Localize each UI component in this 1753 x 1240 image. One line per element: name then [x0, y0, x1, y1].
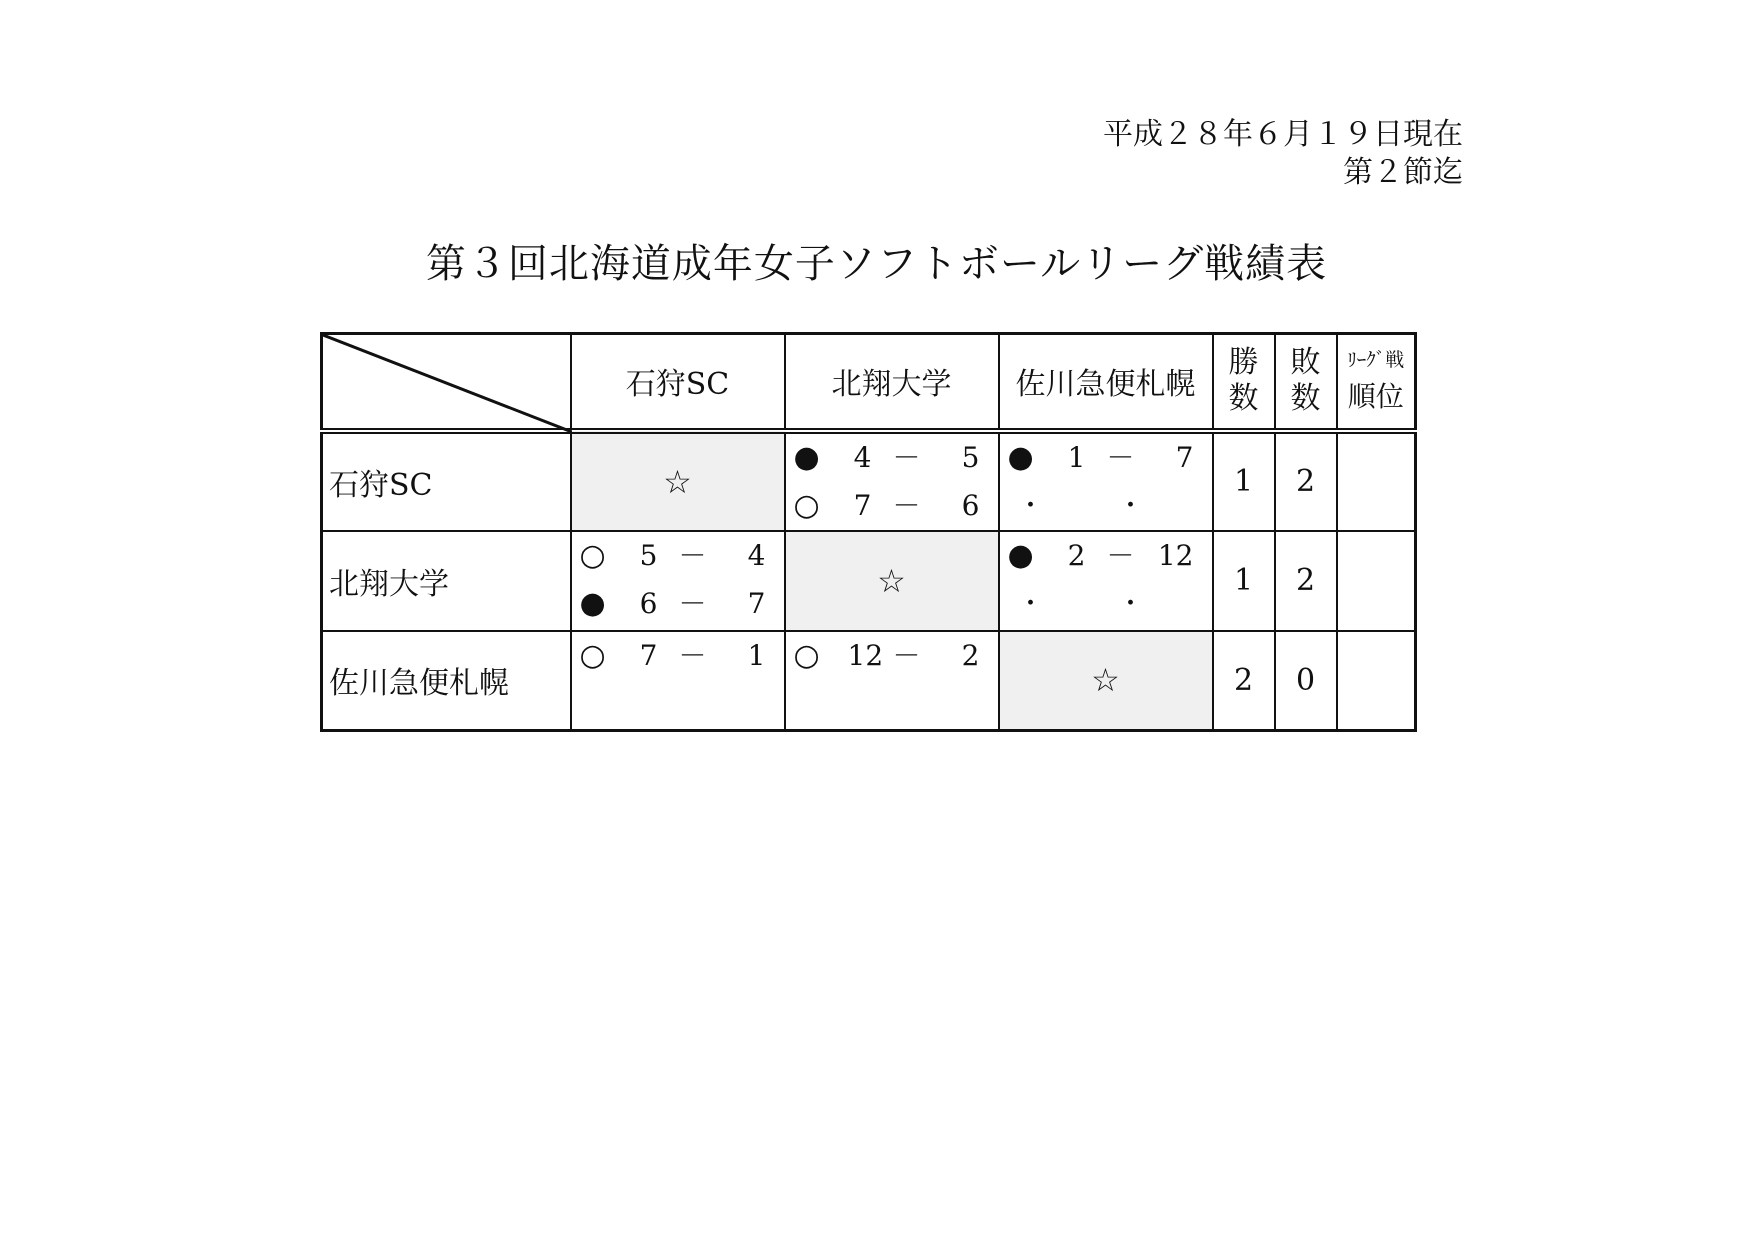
game-result: [1000, 438, 1212, 478]
game-result: [1000, 536, 1212, 576]
row-team-name: 石狩SC: [322, 431, 571, 531]
table-row: [322, 431, 1416, 531]
self-match-cell: ☆: [571, 431, 785, 531]
score-opponent: 12: [1157, 538, 1194, 572]
win-mark: ○: [793, 487, 820, 523]
header-row: [322, 334, 1416, 431]
score-own: 12: [847, 638, 884, 672]
table-row: [322, 631, 1416, 731]
score-dash: －: [1106, 440, 1135, 474]
losses-value: 2: [1275, 431, 1337, 531]
column-wins: [1213, 334, 1275, 431]
rank-label-small: ﾘｰｸﾞ戦: [1347, 349, 1405, 372]
win-mark: ○: [579, 637, 606, 673]
result-cell: [571, 531, 785, 631]
placeholder-dot: ・: [1017, 588, 1044, 619]
score-own: 4: [853, 440, 872, 474]
score-dash: －: [678, 586, 707, 620]
diagonal-line: [323, 335, 572, 432]
page-title: 第３回北海道成年女子ソフトボールリーグ戦績表: [425, 241, 1328, 287]
column-rank: [1337, 334, 1416, 431]
wins-label-2: 数: [1228, 381, 1259, 417]
column-team-2: 北翔大学: [785, 334, 999, 431]
loss-mark: ●: [579, 585, 606, 621]
game-result: [786, 438, 998, 478]
pending-game: [1000, 486, 1212, 526]
score-opponent: 2: [961, 638, 980, 672]
wins-value: 1: [1213, 431, 1275, 531]
score-dash: －: [678, 638, 707, 672]
game-result: [786, 486, 998, 526]
table-row: [322, 531, 1416, 631]
score-opponent: 7: [1175, 440, 1194, 474]
losses-label-1: 敗: [1290, 345, 1321, 381]
rank-label: 順位: [1347, 380, 1404, 414]
pending-game: [1000, 584, 1212, 624]
losses-label-2: 数: [1290, 381, 1321, 417]
score-opponent: 1: [747, 638, 766, 672]
rank-value: [1337, 531, 1416, 631]
placeholder-dot: ・: [1017, 490, 1044, 521]
score-opponent: 7: [747, 586, 766, 620]
score-opponent: 5: [961, 440, 980, 474]
score-dash: －: [892, 440, 921, 474]
losses-value: 2: [1275, 531, 1337, 631]
game-result: [572, 584, 784, 624]
score-dash: －: [1106, 538, 1135, 572]
result-cell: [999, 531, 1213, 631]
win-mark: ○: [579, 537, 606, 573]
score-own: 6: [639, 586, 658, 620]
column-team-3: 佐川急便札幌: [999, 334, 1213, 431]
corner-cell: [322, 334, 571, 431]
game-result: [572, 536, 784, 576]
report-date-block: [1103, 116, 1463, 192]
result-cell: [785, 431, 999, 531]
score-dash: －: [892, 638, 921, 672]
score-own: 7: [853, 488, 872, 522]
result-cell: [999, 431, 1213, 531]
result-cell: [571, 631, 785, 731]
score-own: 2: [1067, 538, 1086, 572]
score-dash: －: [892, 488, 921, 522]
score-own: 5: [639, 538, 658, 572]
win-mark: ○: [793, 637, 820, 673]
score-own: 7: [639, 638, 658, 672]
column-team-1: 石狩SC: [571, 334, 785, 431]
result-cell: [785, 631, 999, 731]
loss-mark: ●: [1007, 439, 1034, 475]
rank-value: [1337, 431, 1416, 531]
score-opponent: 6: [961, 488, 980, 522]
wins-value: 1: [1213, 531, 1275, 631]
score-opponent: 4: [747, 538, 766, 572]
as-of-date: 平成２８年６月１９日現在: [1103, 117, 1463, 152]
score-dash: －: [678, 538, 707, 572]
rank-value: [1337, 631, 1416, 731]
game-result: [572, 636, 784, 676]
column-losses: [1275, 334, 1337, 431]
row-team-name: 北翔大学: [322, 531, 571, 631]
loss-mark: ●: [793, 439, 820, 475]
league-results-table: [320, 332, 1417, 732]
placeholder-dot: ・: [1117, 588, 1144, 619]
wins-value: 2: [1213, 631, 1275, 731]
losses-value: 0: [1275, 631, 1337, 731]
game-result: [786, 636, 998, 676]
score-own: 1: [1067, 440, 1086, 474]
row-team-name: 佐川急便札幌: [322, 631, 571, 731]
wins-label-1: 勝: [1228, 345, 1259, 381]
self-match-cell: ☆: [999, 631, 1213, 731]
round-label: 第２節迄: [1343, 155, 1463, 190]
placeholder-dot: ・: [1117, 490, 1144, 521]
loss-mark: ●: [1007, 537, 1034, 573]
self-match-cell: ☆: [785, 531, 999, 631]
